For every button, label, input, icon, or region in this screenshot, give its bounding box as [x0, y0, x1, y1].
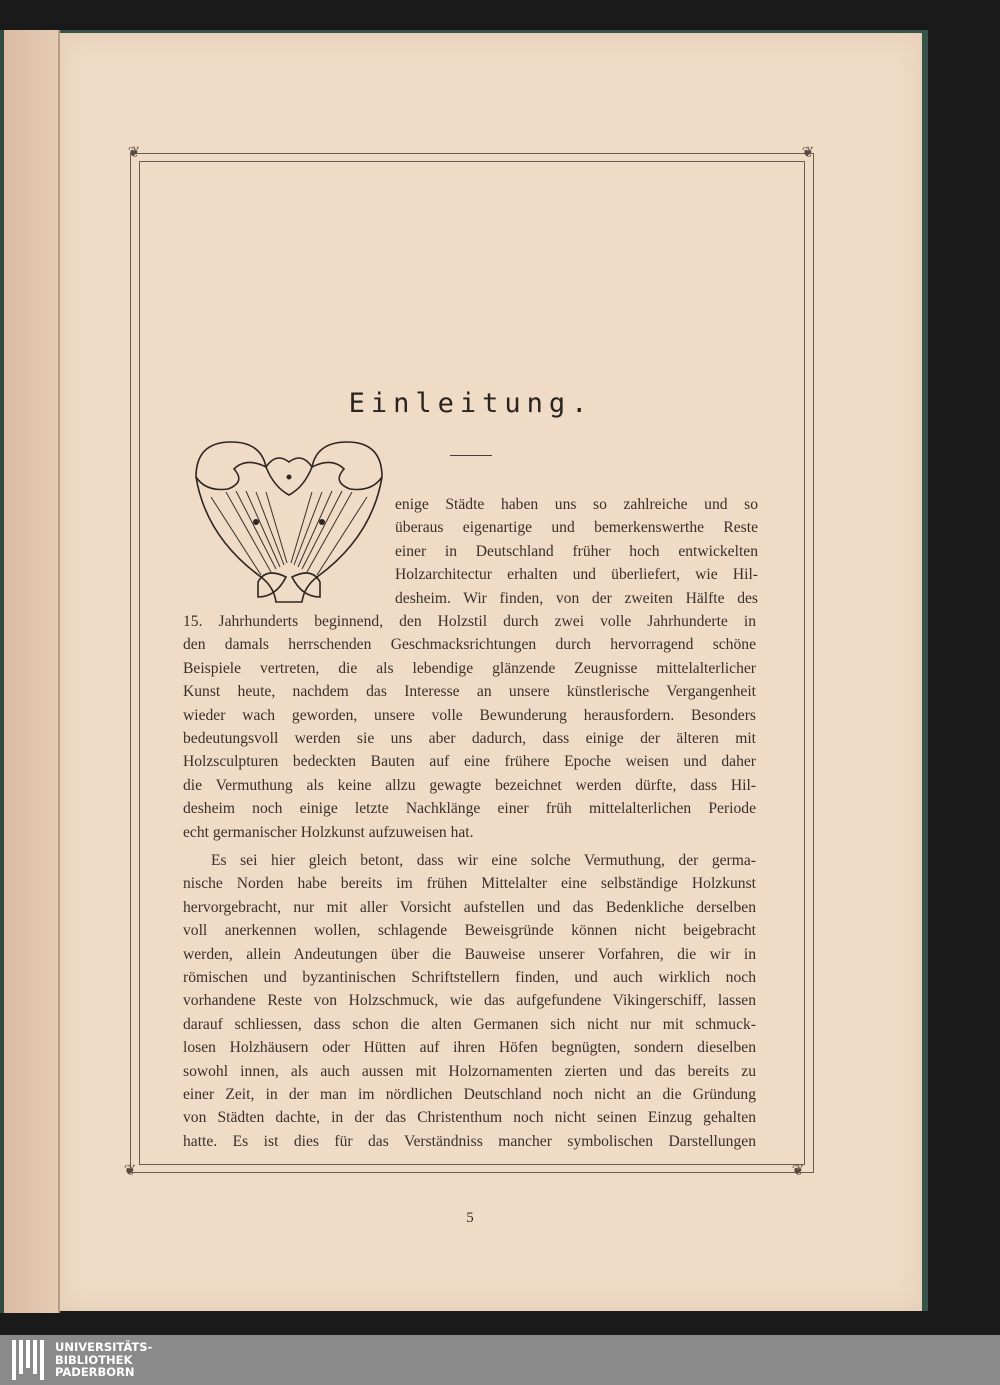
logo-line: BIBLIOTHEK — [55, 1352, 133, 1367]
corner-flourish-icon: ❦ — [791, 1161, 805, 1179]
text-line: Holzarchitectur erhalten und überliefert, wie Hil- — [395, 566, 758, 584]
text-line: losen Holzhäusern oder Hütten auf ihren Höfen begnügten, sondern dieselben — [183, 1039, 756, 1057]
corner-flourish-icon: ❦ — [801, 143, 815, 161]
text-line: Kunst heute, nachdem das Interesse an unsere künstlerische Vergangenheit — [183, 683, 756, 701]
text-line: Es sei hier gleich betont, dass wir eine solche Vermuthung, der germa- — [211, 852, 756, 869]
text-line: römischen und byzantinischen Schriftstellern finden, und auch wirklich noch — [183, 968, 756, 986]
text-line: bedeutungsvoll werden sie uns aber dadurch, dass einige der älteren mit — [183, 729, 756, 747]
text-line: den damals herrschenden Geschmacksrichtungen durch hervorragend schöne — [183, 636, 756, 654]
chapter-title: Einleitung. — [348, 388, 594, 419]
logo-line: PADERBORN — [55, 1365, 135, 1379]
title-divider — [450, 455, 492, 456]
text-line: von Städten dachte, in der das Christenthum noch nicht seinen Einzug gehalten — [183, 1109, 756, 1127]
text-line: nische Norden habe bereits im frühen Mittelalter eine selbständige Holzkunst — [183, 875, 756, 893]
library-footer-bar — [0, 1335, 1000, 1385]
text-line: vorhandene Reste von Holzschmuck, wie das aufgefundene Vikingerschiff, lassen — [183, 992, 756, 1010]
paragraph-1-continued — [183, 610, 756, 844]
book-page — [60, 30, 928, 1311]
text-line: die Vermuthung als keine allzu gewagte bezeichnet werden dürfte, dass Hil- — [183, 776, 756, 794]
left-page-edge — [0, 30, 60, 1313]
corner-flourish-icon: ❦ — [127, 143, 141, 161]
text-line: hatte. Es ist dies für das Verständniss mancher symbolischen Darstellungen — [183, 1132, 756, 1150]
logo-line: UNIVERSITÄTS- — [55, 1340, 153, 1354]
text-line: echt germanischer Holzkunst aufzuweisen hat. — [183, 823, 474, 841]
text-line: Beispiele vertreten, die als lebendige glänzende Zeugnisse mittelalterlicher — [183, 659, 756, 677]
text-line: 15. Jahrhunderts beginnend, den Holzstil durch zwei volle Jahrhunderte in — [183, 613, 756, 630]
page-number: 5 — [466, 1210, 474, 1226]
text-line: voll anerkennen wollen, schlagende Beweisgründe können nicht beigebracht — [183, 922, 756, 940]
library-logo-icon — [12, 1340, 48, 1380]
text-line: überaus eigenartige und bemerkenswerthe Reste — [395, 519, 758, 537]
text-line: wieder wach geworden, unsere volle Bewunderung herausfordern. Besonders — [183, 706, 756, 724]
paragraph-2 — [183, 849, 756, 1153]
text-line: einer in Deutschland früher hoch entwickelten — [395, 542, 758, 560]
text-line: desheim. Wir finden, von der zweiten Hälfte des — [395, 589, 758, 607]
text-line: hervorgebracht, nur mit aller Vorsicht aufstellen und das Bedenkliche derselben — [183, 898, 756, 916]
text-line: werden, allein Andeutungen über die Bauweise unserer Vorfahren, die wir in — [183, 945, 756, 963]
acanthus-ornament-icon — [186, 437, 392, 609]
text-line: Holzsculpturen bedeckten Bauten auf eine frühere Epoche weisen und daher — [183, 753, 756, 771]
text-line: sowohl innen, als auch aussen mit Holzornamenten zierten und das bereits zu — [183, 1062, 756, 1080]
text-line: einer Zeit, in der man im nördlichen Deutschland noch nicht an die Gründung — [183, 1085, 756, 1103]
text-line: enige Städte haben uns so zahlreiche und so — [395, 496, 758, 513]
text-line: desheim noch einige letzte Nachklänge einer früh mittelalterlichen Periode — [183, 800, 756, 818]
left-binding-edge — [0, 30, 4, 1313]
text-line: darauf schliessen, dass schon die alten Germanen sich nicht nur mit schmuck- — [183, 1015, 756, 1033]
corner-flourish-icon: ❦ — [123, 1161, 137, 1179]
paragraph-1-intro — [395, 493, 758, 610]
library-logo-text — [55, 1341, 152, 1379]
